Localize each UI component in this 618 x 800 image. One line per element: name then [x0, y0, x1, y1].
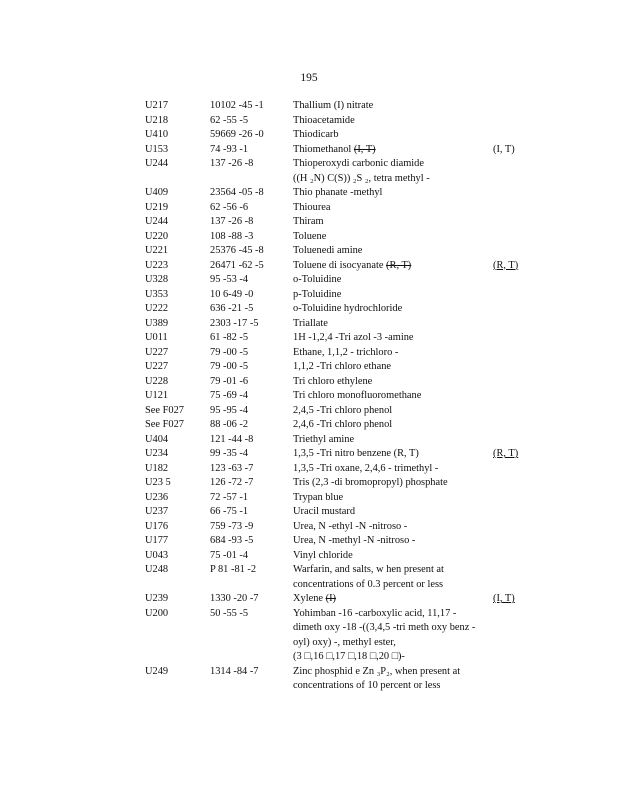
table-row: [0, 288, 618, 303]
substance-name-line: [293, 607, 475, 622]
substance-name: [293, 157, 430, 186]
waste-code: U244: [145, 158, 169, 169]
waste-code: U200: [145, 607, 169, 619]
substance-name: [293, 563, 444, 592]
waste-code: U409: [145, 187, 169, 198]
substance-name-line: [293, 534, 415, 549]
cas-number: 62 -55 -5: [210, 114, 249, 126]
table-row: [0, 360, 618, 375]
cas-number: 10102 -45 -1: [210, 100, 264, 111]
hazard-code: [493, 447, 518, 461]
cas-number: 75 -69 -4: [210, 390, 249, 401]
substance-name: [293, 433, 354, 448]
text-segment: Warfarin, and salts, w hen present at: [293, 564, 444, 575]
text-segment: Toluene di isocyanate: [293, 259, 387, 271]
text-segment: Thioacetamide: [293, 114, 355, 126]
waste-code: U410: [145, 129, 169, 140]
text-segment: Urea, N -methyl -N -nitroso -: [293, 535, 416, 546]
text-segment: Thiodicarb: [293, 129, 339, 140]
substance-name-line: [293, 650, 475, 665]
page-number: 195: [300, 72, 318, 84]
waste-code: U353: [145, 288, 169, 300]
text-segment: Urea, N -ethyl -N -nitroso -: [293, 520, 408, 532]
text-segment: Thallium (I) nitrate: [293, 100, 374, 111]
substance-name-line: [293, 143, 376, 158]
text-segment: (3 □,16 □,17 □,18 □,20 □)-: [293, 651, 405, 662]
substance-name-line: [293, 128, 339, 143]
waste-code: U236: [145, 491, 169, 503]
table-row: [0, 99, 618, 114]
cas-number: 123 -63 -7: [210, 462, 254, 474]
cas-number: 26471 -62 -5: [210, 259, 264, 271]
waste-code: U153: [145, 143, 169, 155]
waste-code: U218: [145, 114, 169, 126]
substance-name-line: [293, 273, 341, 288]
text-segment: Toluene: [293, 230, 327, 242]
substance-name-line: [293, 360, 391, 375]
text-segment: Triallate: [293, 317, 328, 329]
substance-name: [293, 346, 398, 361]
text-segment: (R, T): [493, 448, 519, 459]
cas-number: 25376 -45 -8: [210, 245, 264, 256]
substance-name-line: [293, 447, 419, 462]
cas-number: 59669 -26 -0: [210, 129, 264, 140]
text-segment: o-Toluidine: [293, 274, 342, 285]
text-segment: Trypan blue: [293, 491, 344, 503]
text-segment: Triethyl amine: [293, 433, 355, 445]
waste-code: U220: [145, 230, 169, 242]
substance-name-line: [293, 462, 438, 477]
table-row: [0, 505, 618, 520]
substance-name-line: [293, 346, 398, 361]
substance-name-line: [293, 636, 475, 651]
text-segment: 1,3,5 -Tri oxane, 2,4,6 - trimethyl -: [293, 462, 439, 474]
text-segment: 2,4,5 -Tri chloro phenol: [293, 404, 393, 416]
cas-number: 61 -82 -5: [210, 332, 249, 343]
text-segment: Ethane, 1,1,2 - trichloro -: [293, 346, 399, 358]
text-segment: dimeth oxy -18 -((3,4,5 -tri meth oxy benz -: [293, 622, 476, 633]
cas-number: 99 -35 -4: [210, 448, 249, 459]
waste-code: U219: [145, 201, 169, 213]
substance-name-line: [293, 215, 324, 230]
waste-code: U011: [145, 332, 168, 343]
cas-number: 759 -73 -9: [210, 520, 254, 532]
cas-number: 10 6-49 -0: [210, 288, 254, 300]
table-row: [0, 346, 618, 361]
text-segment: (R, T): [493, 259, 519, 271]
substance-name-line: [293, 679, 460, 694]
cas-number: 1314 -84 -7: [210, 665, 259, 677]
table-row: [0, 404, 618, 419]
substance-name-line: [293, 201, 331, 216]
substance-name: [293, 447, 419, 462]
substance-name: [293, 114, 355, 129]
cas-number: 50 -55 -5: [210, 607, 249, 619]
cas-number: 137 -26 -8: [210, 158, 254, 169]
substance-name: [293, 607, 475, 665]
table-row: [0, 244, 618, 259]
substance-name: [293, 462, 438, 477]
table-row: [0, 563, 618, 592]
substance-name: [293, 259, 411, 274]
substance-name: [293, 389, 421, 404]
substance-name: [293, 143, 376, 158]
waste-code: U217: [145, 100, 169, 111]
cas-number: 75 -01 -4: [210, 549, 249, 561]
substance-name: [293, 201, 331, 216]
table-row: [0, 186, 618, 201]
waste-code: U227: [145, 346, 169, 358]
cas-number: 126 -72 -7: [210, 477, 254, 488]
text-segment: (I): [325, 593, 336, 604]
substance-name-line: [293, 418, 392, 433]
table-row: [0, 389, 618, 404]
cas-number: 121 -44 -8: [210, 433, 254, 445]
text-segment: Thiomethanol: [293, 143, 354, 155]
substance-name-line: [293, 375, 372, 390]
cas-number: 108 -88 -3: [210, 230, 254, 242]
table-row: [0, 128, 618, 143]
text-segment: Tri chloro ethylene: [293, 375, 373, 387]
text-segment: Tri chloro monofluoromethane: [293, 390, 422, 401]
waste-code: U121: [145, 390, 169, 401]
substance-name: [293, 273, 341, 288]
substance-name: [293, 128, 339, 143]
waste-code: U177: [145, 535, 169, 546]
substance-name-line: [293, 491, 343, 506]
text-segment: Zinc phosphid e Zn ₃P₂, when present at: [293, 665, 461, 677]
substance-name-line: [293, 621, 475, 636]
substance-name: [293, 331, 414, 346]
substance-name: [293, 244, 362, 259]
substance-name: [293, 491, 343, 506]
table-row: [0, 215, 618, 230]
text-segment: (I, T): [353, 143, 376, 155]
table-row: [0, 375, 618, 390]
waste-code: U249: [145, 665, 169, 677]
waste-code: U244: [145, 216, 169, 227]
waste-code: U328: [145, 274, 169, 285]
text-segment: ((H ₂N) C(S)) ₂S ₂, tetra methyl -: [293, 172, 430, 184]
substance-name: [293, 505, 355, 520]
substance-name: [293, 418, 392, 433]
waste-code: U404: [145, 433, 169, 445]
substance-name-line: [293, 404, 392, 419]
cas-number: 66 -75 -1: [210, 506, 249, 517]
text-segment: Thio phanate -methyl: [293, 187, 383, 198]
text-segment: (I, T): [493, 593, 515, 604]
substance-name: [293, 360, 391, 375]
table-row: [0, 230, 618, 245]
waste-code: See F027: [145, 419, 184, 430]
table-row: [0, 520, 618, 535]
substance-name-line: [293, 99, 373, 114]
cas-number: 636 -21 -5: [210, 303, 254, 314]
substance-name: [293, 230, 326, 245]
table-row: [0, 665, 618, 694]
text-segment: Thiourea: [293, 201, 331, 213]
text-segment: 2,4,6 -Tri chloro phenol: [293, 419, 393, 430]
cas-number: 79 -00 -5: [210, 361, 249, 372]
waste-code: U228: [145, 375, 169, 387]
waste-code: U248: [145, 564, 169, 575]
waste-code: U237: [145, 506, 169, 517]
substance-name: [293, 592, 336, 607]
table-row: [0, 491, 618, 506]
cas-number: P 81 -81 -2: [210, 564, 257, 575]
substance-name-line: [293, 389, 421, 404]
substance-name-line: [293, 288, 341, 303]
substance-name: [293, 549, 353, 564]
waste-code: U043: [145, 549, 169, 561]
substance-name: [293, 302, 402, 317]
text-segment: Toluenedi amine: [293, 245, 363, 256]
cas-number: 62 -56 -6: [210, 201, 249, 213]
hazard-code: [493, 143, 515, 157]
text-segment: 1,3,5 -Tri nitro benzene (R, T): [293, 448, 419, 459]
table-row: [0, 317, 618, 332]
text-segment: Vinyl chloride: [293, 549, 353, 561]
table-row: [0, 157, 618, 186]
substance-name-line: [293, 549, 353, 564]
waste-code: U227: [145, 361, 169, 372]
substance-name: [293, 665, 460, 694]
waste-code: U223: [145, 259, 169, 271]
table-row: [0, 462, 618, 477]
substance-name-line: [293, 172, 430, 187]
table-row: [0, 201, 618, 216]
text-segment: Thioperoxydi carbonic diamide: [293, 158, 424, 169]
substance-name: [293, 404, 392, 419]
substance-name: [293, 186, 382, 201]
table-row: [0, 302, 618, 317]
substance-name-line: [293, 230, 326, 245]
waste-code: See F027: [145, 404, 184, 416]
waste-code-table: [0, 99, 618, 694]
text-segment: o-Toluidine hydrochloride: [293, 303, 403, 314]
waste-code: U239: [145, 593, 169, 604]
waste-code: U176: [145, 520, 169, 532]
substance-name-line: [293, 592, 336, 607]
table-row: [0, 476, 618, 491]
waste-code: U23 5: [145, 477, 171, 488]
substance-name-line: [293, 563, 444, 578]
substance-name: [293, 476, 448, 491]
table-row: [0, 549, 618, 564]
text-segment: concentrations of 10 percent or less: [293, 680, 441, 691]
substance-name-line: [293, 259, 411, 274]
cas-number: 137 -26 -8: [210, 216, 254, 227]
substance-name-line: [293, 186, 382, 201]
table-row: [0, 534, 618, 549]
substance-name: [293, 288, 341, 303]
cas-number: 23564 -05 -8: [210, 187, 264, 198]
table-row: [0, 273, 618, 288]
table-row: [0, 592, 618, 607]
cas-number: 79 -00 -5: [210, 346, 249, 358]
cas-number: 74 -93 -1: [210, 143, 249, 155]
substance-name-line: [293, 331, 414, 346]
table-row: [0, 259, 618, 274]
waste-code: U221: [145, 245, 169, 256]
cas-number: 684 -93 -5: [210, 535, 254, 546]
substance-name-line: [293, 476, 448, 491]
waste-code: U389: [145, 317, 169, 329]
substance-name-line: [293, 302, 402, 317]
table-row: [0, 331, 618, 346]
substance-name-line: [293, 317, 328, 332]
text-segment: Tris (2,3 -di bromopropyl) phosphate: [293, 477, 448, 488]
text-segment: 1,1,2 -Tri chloro ethane: [293, 361, 392, 372]
text-segment: oyl) oxy) -, methyl ester,: [293, 636, 396, 648]
substance-name: [293, 317, 328, 332]
hazard-code: [493, 259, 518, 273]
waste-code: U222: [145, 303, 169, 314]
substance-name: [293, 534, 415, 549]
cas-number: 95 -95 -4: [210, 404, 249, 416]
table-row: [0, 447, 618, 462]
text-segment: (R, T): [386, 259, 412, 271]
substance-name-line: [293, 433, 354, 448]
substance-name-line: [293, 520, 407, 535]
text-segment: Thiram: [293, 216, 324, 227]
cas-number: 79 -01 -6: [210, 375, 249, 387]
text-segment: Xylene: [293, 593, 326, 604]
cas-number: 88 -06 -2: [210, 419, 249, 430]
substance-name: [293, 99, 373, 114]
cas-number: 72 -57 -1: [210, 491, 249, 503]
cas-number: 1330 -20 -7: [210, 593, 259, 604]
table-row: [0, 418, 618, 433]
substance-name-line: [293, 578, 444, 593]
substance-name: [293, 215, 324, 230]
hazard-code: [493, 592, 515, 606]
waste-code: U182: [145, 462, 169, 474]
text-segment: Yohimban -16 -carboxylic acid, 11,17 -: [293, 607, 457, 619]
substance-name-line: [293, 665, 460, 680]
table-row: [0, 143, 618, 158]
substance-name-line: [293, 244, 362, 259]
text-segment: 1H -1,2,4 -Tri azol -3 -amine: [293, 332, 414, 343]
table-row: [0, 433, 618, 448]
table-row: [0, 607, 618, 665]
text-segment: p-Toluidine: [293, 288, 342, 300]
substance-name: [293, 375, 372, 390]
substance-name-line: [293, 505, 355, 520]
text-segment: Uracil mustard: [293, 506, 356, 517]
table-row: [0, 114, 618, 129]
substance-name-line: [293, 157, 430, 172]
text-segment: concentrations of 0.3 percent or less: [293, 578, 444, 590]
substance-name: [293, 520, 407, 535]
waste-code: U234: [145, 448, 169, 459]
text-segment: (I, T): [493, 143, 515, 155]
substance-name-line: [293, 114, 355, 129]
cas-number: 2303 -17 -5: [210, 317, 259, 329]
cas-number: 95 -53 -4: [210, 274, 249, 285]
